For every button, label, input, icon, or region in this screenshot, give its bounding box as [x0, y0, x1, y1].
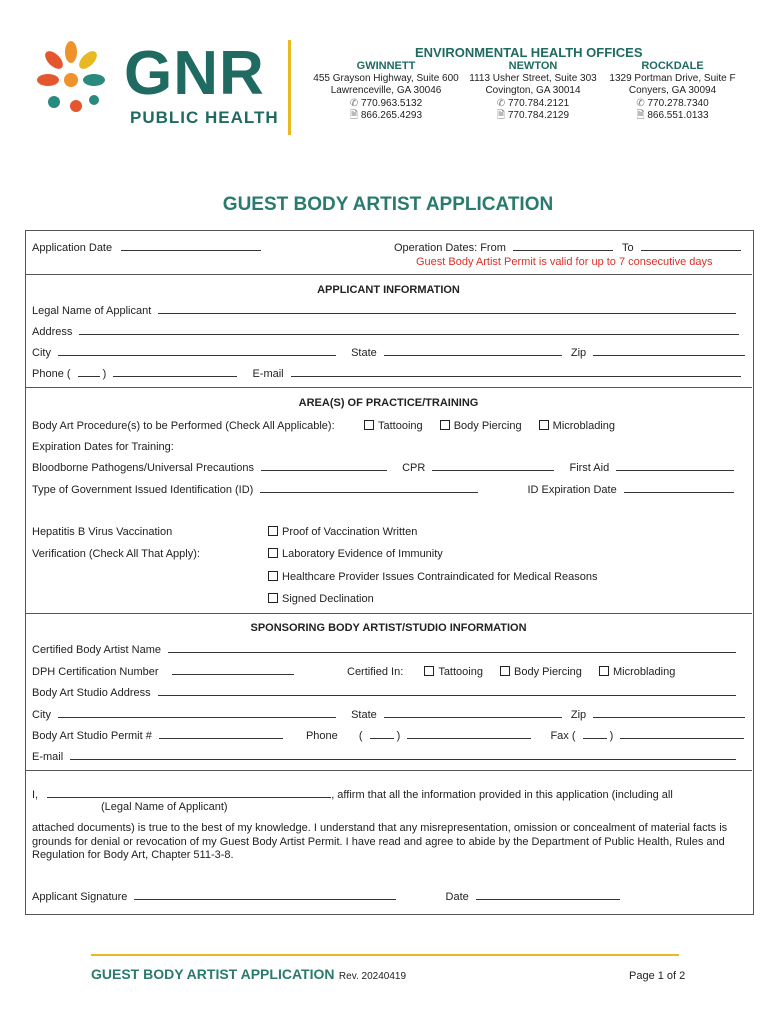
- state-field[interactable]: [384, 355, 562, 356]
- office-phone: 770.278.7340: [647, 97, 709, 109]
- office-city-line: Lawrenceville, GA 30046: [330, 85, 442, 96]
- practice-heading: AREA(S) OF PRACTICE/TRAINING: [298, 397, 479, 409]
- bloodborne-label: Bloodborne Pathogens/Universal Precautions: [32, 462, 254, 474]
- verification-label: Verification (Check All That Apply):: [32, 548, 200, 560]
- operation-dates-row: [394, 242, 741, 254]
- studio-permit-row: [32, 730, 744, 742]
- vaccination-option: [268, 548, 443, 560]
- procedures-row: [32, 420, 335, 432]
- logo: [36, 40, 296, 135]
- office-fax: 866.265.4293: [360, 110, 422, 121]
- footer-rule: [91, 954, 679, 956]
- vaccination-option: [268, 593, 374, 605]
- office-name: NEWTON: [508, 60, 558, 72]
- phone-icon: ✆: [349, 97, 361, 109]
- phone-icon: ✆: [636, 97, 648, 109]
- application-date-field[interactable]: [121, 250, 261, 251]
- affirm-paragraph: attached documents) is true to the best of my knowledge. I understand that any misrepresentation, omission or concealment of material facts is grounds for denial or revocation of my Guest Body Artist Permit. I have read and agree to abide by the Department of Public Health, Rules and Regulation for Body Art, Chapter 511-3-8.: [32, 822, 728, 861]
- first-aid-label: First Aid: [569, 462, 610, 474]
- zip-field[interactable]: [593, 355, 745, 356]
- date-field[interactable]: [476, 899, 620, 900]
- cpr-field[interactable]: [432, 470, 554, 471]
- zip-label: Zip: [570, 709, 587, 721]
- body-piercing-checkbox[interactable]: [440, 420, 450, 430]
- affirm-i: I,: [32, 789, 39, 801]
- fax-icon: 🗎: [636, 110, 648, 121]
- email-label: E-mail: [252, 368, 284, 380]
- phone-paren-close: ): [396, 730, 401, 742]
- permit-note: Guest Body Artist Permit is valid for up to 7 consecutive days: [416, 256, 713, 268]
- state-label: State: [351, 347, 377, 359]
- certified-in-label: Certified In:: [347, 666, 404, 678]
- divider: [25, 613, 752, 614]
- lab-evidence-checkbox[interactable]: [268, 548, 278, 558]
- procedures-label: Body Art Procedure(s) to be Performed (Check All Applicable):: [32, 420, 335, 432]
- footer-title: GUEST BODY ARTIST APPLICATION: [91, 966, 335, 982]
- certified-name-row: [32, 644, 736, 656]
- studio-address-field[interactable]: [158, 695, 736, 696]
- legal-name-label: Legal Name of Applicant: [32, 305, 152, 317]
- phone-paren-open: (: [358, 730, 363, 742]
- office-address-line: 455 Grayson Highway, Suite 600: [313, 72, 459, 84]
- microblading-checkbox[interactable]: [539, 420, 549, 430]
- affirm-row: [32, 789, 673, 801]
- logo-letters: GNR: [124, 39, 265, 108]
- address-field[interactable]: [79, 334, 739, 335]
- footer-rev: Rev. 20240419: [338, 971, 407, 982]
- id-exp-field[interactable]: [624, 492, 734, 493]
- applicant-heading: APPLICANT INFORMATION: [317, 284, 460, 296]
- phone-close: ): [102, 368, 107, 380]
- city-field[interactable]: [58, 717, 336, 718]
- hep-b-label: Hepatitis B Virus Vaccination: [32, 526, 173, 538]
- dph-cert-field[interactable]: [172, 674, 294, 675]
- certified-name-label: Certified Body Artist Name: [32, 644, 161, 656]
- dph-cert-label: DPH Certification Number: [32, 666, 159, 678]
- option-label: Signed Declination: [282, 593, 374, 605]
- office-city-line: Covington, GA 30014: [485, 85, 581, 96]
- legal-name-row: [32, 305, 736, 317]
- city-label: City: [32, 709, 51, 721]
- sponsor-body-piercing-checkbox[interactable]: [500, 666, 510, 676]
- sponsor-phone-label: Phone: [305, 730, 338, 742]
- city-field[interactable]: [58, 355, 336, 356]
- legal-name-field[interactable]: [158, 313, 736, 314]
- microblading-label: Microblading: [552, 420, 616, 432]
- office-fax: 770.784.2129: [507, 110, 569, 121]
- phone-email-row: [32, 368, 741, 380]
- office-phone: 770.784.2121: [508, 97, 570, 109]
- studio-address-row: [32, 687, 736, 699]
- phone-label: Phone (: [32, 368, 71, 380]
- legal-name-caption: (Legal Name of Applicant): [101, 801, 228, 813]
- operation-from-field[interactable]: [513, 250, 613, 251]
- application-date-row: [32, 242, 261, 254]
- city-label: City: [32, 347, 51, 359]
- flower-logo-icon: [36, 40, 106, 130]
- option-label: Healthcare Provider Issues Contraindicated for Medical Reasons: [282, 571, 598, 583]
- gov-id-row: [32, 484, 734, 496]
- bloodborne-field[interactable]: [261, 470, 387, 471]
- sponsor-phone-area-field[interactable]: [370, 738, 394, 739]
- page-title: GUEST BODY ARTIST APPLICATION: [222, 194, 554, 215]
- id-exp-label: ID Expiration Date: [527, 484, 617, 496]
- option-label: Proof of Vaccination Written: [282, 526, 418, 538]
- offices-title: ENVIRONMENTAL HEALTH OFFICES: [415, 45, 643, 60]
- body-piercing-label: Body Piercing: [514, 666, 582, 678]
- sponsor-email-field[interactable]: [70, 759, 736, 760]
- office-gwinnett: [306, 60, 466, 123]
- divider: [25, 274, 752, 275]
- studio-permit-label: Body Art Studio Permit #: [32, 730, 152, 742]
- office-name: ROCKDALE: [641, 60, 704, 72]
- divider: [25, 387, 752, 388]
- phone-field[interactable]: [113, 376, 237, 377]
- signed-declination-checkbox[interactable]: [268, 593, 278, 603]
- office-newton: [458, 60, 608, 123]
- office-name: GWINNETT: [356, 60, 416, 72]
- contraindicated-checkbox[interactable]: [268, 571, 278, 581]
- sponsor-heading: SPONSORING BODY ARTIST/STUDIO INFORMATION: [250, 622, 527, 634]
- sponsor-city-row: [32, 709, 745, 721]
- date-label: Date: [445, 891, 469, 903]
- signature-row: [32, 891, 620, 903]
- fax-label: Fax (: [550, 730, 576, 742]
- procedures-checkboxes: [364, 420, 615, 432]
- phone-icon: ✆: [496, 97, 508, 109]
- training-row: [32, 462, 734, 474]
- tattooing-label: Tattooing: [378, 420, 423, 432]
- certified-in-row: [347, 666, 675, 678]
- dph-cert-row: [32, 666, 294, 678]
- first-aid-field[interactable]: [616, 470, 734, 471]
- signature-label: Applicant Signature: [32, 891, 128, 903]
- sponsor-tattooing-checkbox[interactable]: [424, 666, 434, 676]
- affirm-name-field[interactable]: [47, 797, 331, 798]
- proof-written-checkbox[interactable]: [268, 526, 278, 536]
- body-piercing-label: Body Piercing: [453, 420, 522, 432]
- zip-field[interactable]: [593, 717, 745, 718]
- operation-to-field[interactable]: [641, 250, 741, 251]
- office-fax: 866.551.0133: [647, 110, 709, 121]
- studio-address-label: Body Art Studio Address: [32, 687, 151, 699]
- studio-permit-field[interactable]: [159, 738, 283, 739]
- sponsor-phone-field[interactable]: [407, 738, 531, 739]
- application-date-label: Application Date: [32, 242, 113, 254]
- expiration-label: Expiration Dates for Training:: [32, 441, 174, 453]
- microblading-label: Microblading: [612, 666, 676, 678]
- office-phone: 770.963.5132: [361, 97, 423, 109]
- tattooing-checkbox[interactable]: [364, 420, 374, 430]
- sponsor-email-row: [32, 751, 736, 763]
- office-address-line: 1329 Portman Drive, Suite F: [609, 72, 736, 84]
- zip-label: Zip: [570, 347, 587, 359]
- operation-dates-label: Operation Dates: From: [394, 242, 506, 254]
- certified-name-field[interactable]: [168, 652, 736, 653]
- cpr-label: CPR: [402, 462, 426, 474]
- logo-divider: [288, 40, 291, 135]
- page-number: Page 1 of 2: [629, 970, 686, 982]
- fax-area-field[interactable]: [583, 738, 607, 739]
- office-rockdale: [600, 60, 745, 123]
- address-label: Address: [32, 326, 73, 338]
- email-field[interactable]: [291, 376, 741, 377]
- gov-id-label: Type of Government Issued Identification (ID): [32, 484, 254, 496]
- office-city-line: Conyers, GA 30094: [628, 85, 717, 96]
- gov-id-field[interactable]: [260, 492, 478, 493]
- vaccination-option: [268, 526, 417, 538]
- tattooing-label: Tattooing: [438, 666, 483, 678]
- fax-icon: 🗎: [497, 110, 508, 121]
- state-label: State: [351, 709, 377, 721]
- divider: [25, 770, 752, 771]
- logo-subtitle: PUBLIC HEALTH: [130, 108, 279, 127]
- signature-field[interactable]: [134, 899, 396, 900]
- office-address-line: 1113 Usher Street, Suite 303: [469, 72, 597, 84]
- fax-icon: 🗎: [350, 110, 361, 121]
- sponsor-microblading-checkbox[interactable]: [599, 666, 609, 676]
- city-row: [32, 347, 745, 359]
- state-field[interactable]: [384, 717, 562, 718]
- address-row: [32, 326, 739, 338]
- operation-to-label: To: [622, 242, 634, 254]
- email-label: E-mail: [32, 751, 64, 763]
- fax-paren-close: ): [609, 730, 614, 742]
- fax-field[interactable]: [620, 738, 744, 739]
- phone-area-field[interactable]: [78, 376, 100, 377]
- footer-left: [91, 966, 406, 984]
- option-label: Laboratory Evidence of Immunity: [282, 548, 443, 560]
- vaccination-option: [268, 571, 598, 583]
- affirm-text: , affirm that all the information provided in this application (including all: [331, 789, 673, 801]
